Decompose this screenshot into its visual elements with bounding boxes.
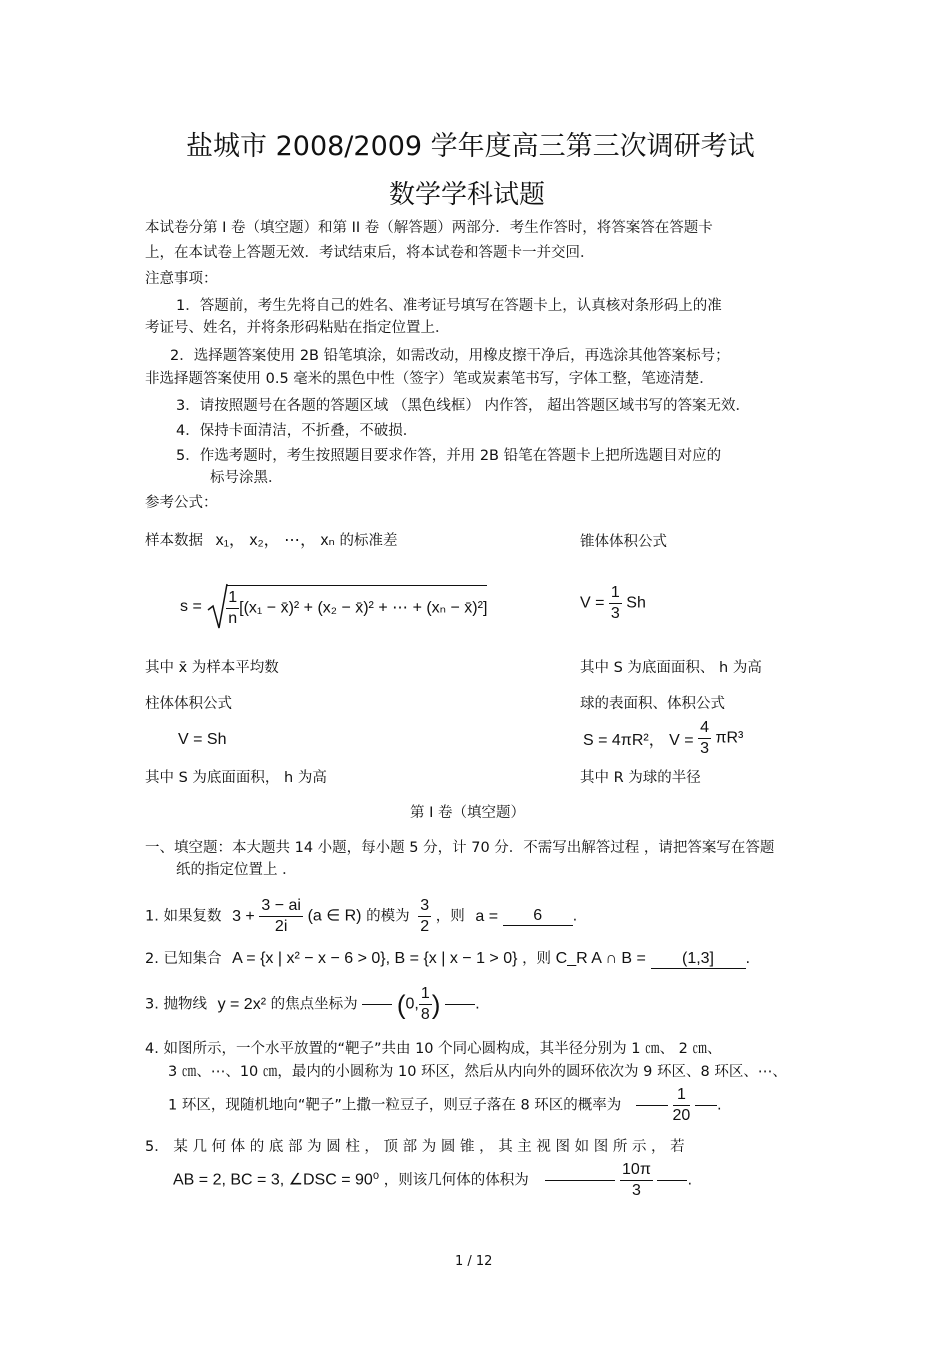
page-title: 盐城市 2008/2009 学年度高三第三次调研考试 [186, 131, 755, 162]
sphere-frac [698, 718, 711, 759]
intro-line-1: 本试卷分第 I 卷（填空题）和第 II 卷（解答题）两部分．考生作答时，将答案答在答题卡 [145, 220, 713, 236]
q1-math-b: (a ∈ R) [307, 907, 362, 925]
q4-frac [673, 1085, 691, 1126]
q1-a: a = [475, 907, 499, 925]
std-frac [226, 588, 239, 629]
note-2b: 非选择题答案使用 0.5 毫米的黑色中性（签字）笔或炭素笔书写，字体工整，笔迹清楚． [145, 371, 714, 387]
cone-frac [609, 583, 622, 624]
q2-math: A = {x | x² − x − 6 > 0}, B = {x | x − 1 > 0} [232, 950, 518, 967]
q3-mid: 的焦点坐标为 [270, 996, 358, 1013]
question-2: 2. 已知集合 A = {x | x² − x − 6 > 0}, B = {x | x − 1 > 0} ，则 C_R A ∩ B = (1,3] . [145, 950, 751, 967]
q2-pre: 2. 已知集合 [145, 951, 222, 967]
note-4: 4．保持卡面清洁，不折叠，不破损． [176, 423, 418, 439]
q5-frac-num: 10π [620, 1160, 653, 1181]
cone-note: 其中 S 为底面面积、 h 为高 [580, 660, 762, 676]
q5-frac-den: 3 [631, 1182, 641, 1199]
q4-line-a: 4. 如图所示，一个水平放置的“靶子”共由 10 个同心圆构成，其半径分别为 1 ㎝、 2 ㎝、 [145, 1041, 722, 1057]
q2-mid: ，则 [522, 951, 552, 967]
section-intro-b: 纸的指定位置上 ． [176, 862, 297, 878]
q1-answer: 6 [503, 907, 573, 926]
q1-mod-den: 2 [420, 918, 430, 935]
notes-title: 注意事项： [145, 271, 218, 287]
section-intro-a: 一、填空题：本大题共 14 小题，每小题 5 分，计 70 分．不需写出解答过程 ，请把答案写在答题 [145, 840, 775, 856]
sphere-title: 球的表面积、体积公式 [580, 696, 725, 712]
prism-formula: V = Sh [178, 731, 227, 748]
q1-mid: 的模为 [366, 908, 410, 925]
cone-lhs: V = [580, 594, 605, 612]
q5-math: AB = 2, BC = 3, ∠DSC = 90⁰ [173, 1171, 380, 1189]
note-1a: 1．答题前，考生先将自己的姓名、准考证号填写在答题卡上，认真核对条形码上的准 [176, 298, 722, 314]
q1-pre: 1. 如果复数 [145, 908, 222, 925]
cone-rhs: Sh [626, 594, 646, 612]
sphere-formula-a: S = 4πR²， V = [583, 732, 694, 749]
mean-note: 其中 x̄ 为样本平均数 [145, 660, 279, 676]
q5-mid: ，则该几何体的体积为 [383, 1172, 529, 1189]
q3-ans-a: 0, [405, 995, 419, 1013]
q4-line-c: 1 环区，现随机地向“靶子”上撒一粒豆子，则豆子落在 8 环区的概率为 [168, 1097, 622, 1114]
sample-tail: 的标准差 [339, 533, 398, 549]
note-5a: 5．作选考题时，考生按照题目要求作答，并用 2B 铅笔在答题卡上把所选题目对应的 [176, 448, 722, 464]
q3-frac-den: 8 [420, 1006, 430, 1023]
q1-frac [259, 896, 303, 937]
q4-frac-num: 1 [673, 1085, 691, 1106]
q2-math-b: C_R A ∩ B = [555, 950, 646, 967]
q5-line-b: AB = 2, BC = 3, ∠DSC = 90⁰ ，则该几何体的体积为 $\frac{10\pi}{3}$ . [173, 1161, 693, 1199]
question-3: 3. 抛物线 y = 2x² 的焦点坐标为 (0, $\frac{1}{8}$ ) . [145, 985, 480, 1023]
cone-title: 锥体体积公式 [580, 534, 667, 550]
q1-math-a: 3 + [232, 907, 255, 925]
q1-mod-frac [418, 896, 431, 937]
std-body: [(x₁ − x̄)² + (x₂ − x̄)² + ⋯ + (xₙ − x̄)²] [239, 599, 488, 617]
q5-frac [620, 1160, 653, 1201]
q2-answer: (1,3] [651, 950, 746, 969]
sphere-frac-den: 3 [700, 740, 709, 757]
std-formula [180, 582, 487, 632]
sqrt-icon [206, 582, 228, 632]
std-lhs: s = [180, 598, 202, 615]
sample-vars: x₁， x₂， ⋯， xₙ [215, 532, 335, 549]
q1-frac-num: 3 − ai [259, 896, 303, 917]
question-1: 1. 如果复数 3 + $\frac{3 - ai}{2i}$ (a ∈ R) 的模为 $\frac{3}{2}$ ，则 a = 6 . [145, 897, 578, 935]
q1-tail: ，则 [435, 908, 465, 925]
q3-right-paren: ) [431, 989, 441, 1020]
q3-pre: 3. 抛物线 [145, 996, 207, 1013]
cone-frac-den: 3 [610, 605, 620, 622]
std-frac-num: 1 [226, 588, 239, 609]
prism-title: 柱体体积公式 [145, 696, 232, 712]
section-title: 第 I 卷（填空题） [410, 805, 525, 821]
page-number: 1 / 12 [455, 1254, 493, 1269]
cone-frac-num: 1 [609, 583, 622, 604]
q1-frac-den: 2i [274, 918, 288, 935]
sphere-note: 其中 R 为球的半径 [580, 770, 701, 786]
note-2a: 2．选择题答案使用 2B 铅笔填涂，如需改动，用橡皮擦干净后，再选涂其他答案标号； [170, 348, 730, 364]
q3-math: y = 2x² [217, 995, 267, 1013]
sphere-formula [583, 718, 743, 759]
note-1b: 考证号、姓名，并将条形码粘贴在指定位置上． [145, 320, 450, 336]
cone-formula [580, 583, 646, 624]
q3-frac [419, 984, 432, 1025]
sample-label-text: 样本数据 [145, 533, 203, 549]
prism-note: 其中 S 为底面面积， h 为高 [145, 770, 327, 786]
std-frac-den: n [228, 610, 238, 627]
sphere-frac-num: 4 [698, 718, 711, 739]
note-5b: 标号涂黑． [210, 470, 283, 486]
note-3: 3．请按照题号在各题的答题区域 （黑色线框） 内作答， 超出答题区域书写的答案无效． [176, 398, 751, 414]
intro-line-2: 上，在本试卷上答题无效．考试结束后，将本试卷和答题卡一并交回． [145, 245, 595, 261]
sample-label [145, 532, 398, 550]
q1-mod-num: 3 [418, 896, 431, 917]
q3-frac-num: 1 [419, 984, 432, 1005]
q4-frac-den: 20 [672, 1107, 691, 1124]
q4-line-c-wrap: 1 环区，现随机地向“靶子”上撒一粒豆子，则豆子落在 8 环区的概率为 $\frac{1}{20}$ . [168, 1086, 722, 1124]
q4-line-b: 3 ㎝、⋯、10 ㎝，最内的小圆称为 10 环区，然后从内向外的圆环依次为 9 环区、8 环区、⋯、 [168, 1064, 787, 1080]
sphere-formula-b: πR³ [715, 729, 744, 747]
q5-line-a: 5． 某 几 何 体 的 底 部 为 圆 柱 ， 顶 部 为 圆 锥 ， 其 主 视 图 如 图 所 示 ， 若 [145, 1139, 685, 1155]
q3-left-paren: ( [396, 989, 406, 1020]
page-subtitle: 数学学科试题 [389, 180, 546, 210]
formulas-title: 参考公式： [145, 495, 218, 511]
